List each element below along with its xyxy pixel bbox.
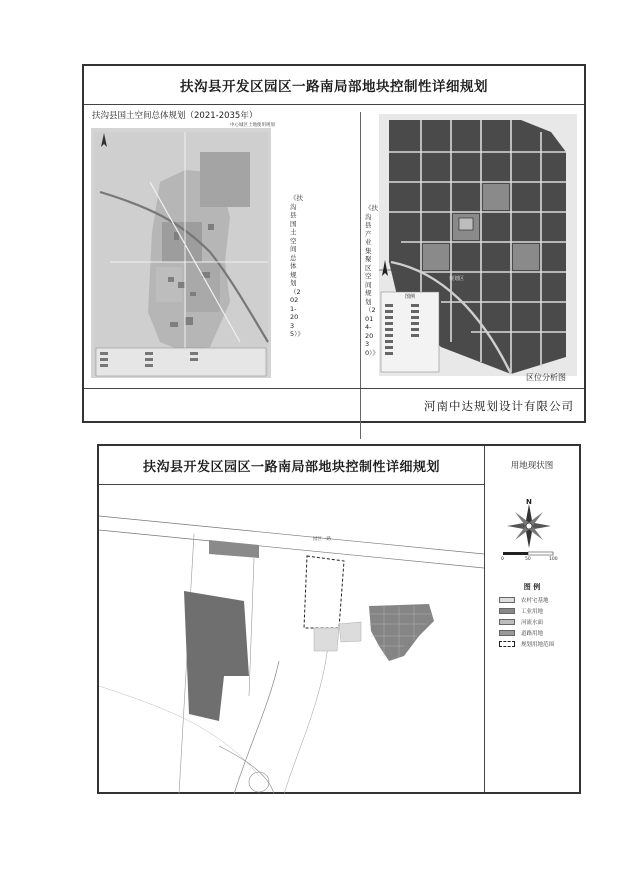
legend-item xyxy=(499,618,543,626)
scale-label-0: 0 xyxy=(501,557,504,562)
sheet-title-bar xyxy=(84,66,584,105)
cluster-legend-title: 图例 xyxy=(405,294,416,300)
legend-swatch xyxy=(499,597,515,603)
scale-label-50: 50 xyxy=(525,557,531,562)
location-analysis-sheet xyxy=(82,64,586,423)
master-plan-caption: 扶沟县国土空间总体规划（2021-2035年） xyxy=(92,111,258,121)
legend-label: 农村宅基地 xyxy=(521,598,549,604)
svg-text:N: N xyxy=(526,498,532,506)
legend-swatch xyxy=(499,619,515,625)
legend-label: 河流水面 xyxy=(521,620,544,626)
location-analysis-caption: 区位分析图 xyxy=(526,373,566,382)
sheet-title: 扶沟县开发区园区一路南局部地块控制性详细规划 xyxy=(142,459,440,475)
legend-label: 道路用地 xyxy=(521,631,544,637)
planning-area-label: 规划区 xyxy=(449,276,465,282)
sheet-title: 扶沟县开发区园区一路南局部地块控制性详细规划 xyxy=(180,79,488,95)
legend-swatch xyxy=(499,608,515,614)
scale-label-100: 100 xyxy=(549,557,558,562)
legend-item xyxy=(499,607,543,615)
cluster-plan-vertical-title: 《扶沟县产业集聚区空间规划（2014-2030）》 xyxy=(365,204,379,357)
master-plan-vertical-title: 《扶沟县国土空间总体规划（2021-2035）》 xyxy=(290,194,304,338)
legend-item xyxy=(499,629,543,637)
road-label: 园区一路 xyxy=(313,537,331,542)
map-name: 用地现状图 xyxy=(510,461,554,471)
cluster-plan-map xyxy=(361,112,580,376)
legend-label: 规划用地范围 xyxy=(521,642,555,648)
legend-title: 图 例 xyxy=(523,583,541,591)
legend-item xyxy=(499,596,549,604)
legend-item xyxy=(499,640,554,648)
land-use-subcaption: 中心城区土地使用规划 xyxy=(230,123,275,128)
land-use-status-sheet xyxy=(97,444,581,794)
legend-swatch xyxy=(499,641,515,647)
company-name: 河南中达规划设计有限公司 xyxy=(424,399,574,413)
legend-label: 工业用地 xyxy=(521,609,544,615)
land-use-status-map xyxy=(99,446,484,794)
company-bar xyxy=(84,388,584,421)
legend-swatch xyxy=(499,630,515,636)
compass-icon xyxy=(503,498,563,554)
master-plan-map xyxy=(90,112,356,380)
legend-panel xyxy=(484,446,579,792)
